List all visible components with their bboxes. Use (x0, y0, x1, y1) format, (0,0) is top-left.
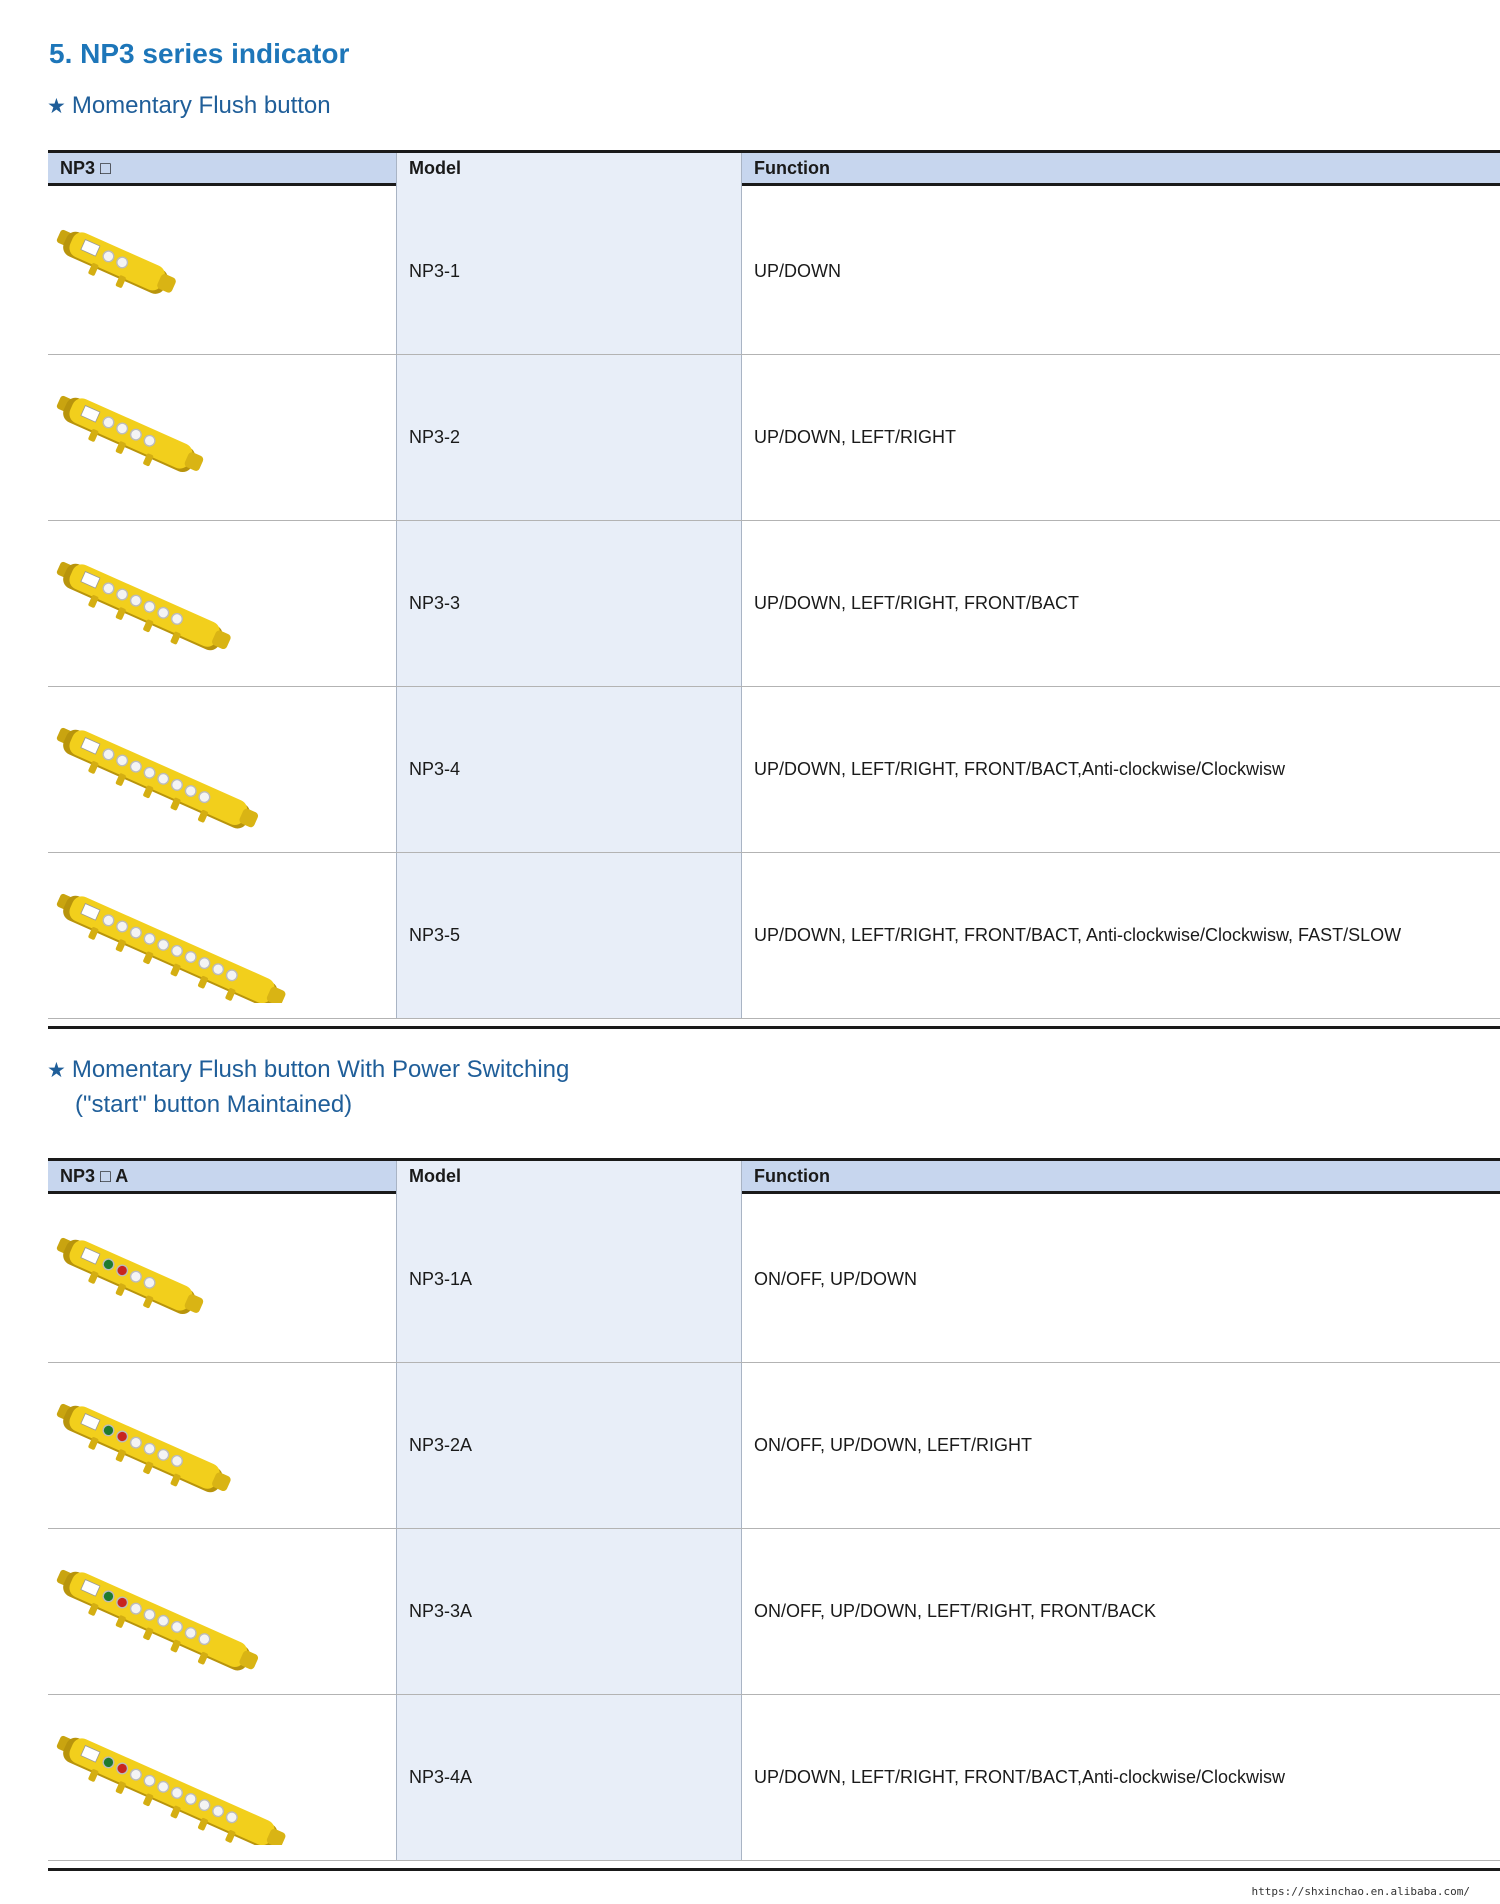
header-cell-type (48, 153, 396, 186)
table-row (48, 1197, 1500, 1363)
function-label: UP/DOWN, LEFT/RIGHT, FRONT/BACT,Anti-clockwise/Clockwisw (754, 1767, 1286, 1787)
function-label: UP/DOWN, LEFT/RIGHT, FRONT/BACT, Anti-clockwise/Clockwisw, FAST/SLOW (754, 925, 1402, 945)
header-model-label: Model (409, 158, 461, 178)
header-type-label: NP3 □ (60, 158, 111, 178)
function-label: UP/DOWN, LEFT/RIGHT, FRONT/BACT,Anti-clockwise/Clockwisw (754, 759, 1286, 779)
table-row (48, 687, 1500, 853)
star-icon: ★ (47, 1059, 66, 1082)
table-row (48, 1695, 1500, 1861)
spec-table-momentary (48, 150, 1500, 1029)
section-heading-text: Momentary Flush button With Power Switching (71, 1056, 570, 1083)
model-label: NP3-1A (409, 1269, 473, 1289)
product-image-cell (48, 1695, 396, 1860)
table-row (48, 1363, 1500, 1529)
function-label: ON/OFF, UP/DOWN, LEFT/RIGHT (754, 1435, 1032, 1455)
model-label: NP3-3 (409, 593, 461, 613)
section-heading-momentary (47, 89, 331, 124)
table-bottom-rule (48, 1019, 1500, 1029)
function-label: UP/DOWN (754, 261, 841, 281)
product-image-cell (48, 521, 396, 686)
table-row (48, 521, 1500, 687)
model-cell (396, 1197, 742, 1362)
model-label: NP3-2A (409, 1435, 473, 1455)
spec-table-power-switching (48, 1158, 1500, 1871)
function-label: UP/DOWN, LEFT/RIGHT, FRONT/BACT (754, 593, 1080, 613)
table-row (48, 853, 1500, 1019)
page-title: 5. NP3 series indicator (49, 38, 350, 69)
table-bottom-rule (48, 1861, 1500, 1871)
table-header (48, 1158, 1500, 1197)
header-cell-function (742, 1161, 1500, 1194)
product-image-cell (48, 355, 396, 520)
model-cell (396, 1695, 742, 1860)
table-header (48, 150, 1500, 189)
function-label: ON/OFF, UP/DOWN, LEFT/RIGHT, FRONT/BACK (754, 1601, 1157, 1621)
header-function-label: Function (754, 158, 830, 178)
model-label: NP3-1 (409, 261, 461, 281)
header-function-label: Function (754, 1166, 830, 1186)
table-row (48, 355, 1500, 521)
function-cell (742, 189, 1500, 354)
model-label: NP3-2 (409, 427, 461, 447)
function-cell (742, 1695, 1500, 1860)
footer-url: https://shxinchao.en.alibaba.com/ (1251, 1885, 1470, 1898)
function-cell (742, 1529, 1500, 1694)
model-label: NP3-4 (409, 759, 461, 779)
table-row (48, 1529, 1500, 1695)
section-heading-text: Momentary Flush button (71, 92, 331, 119)
product-image-cell (48, 189, 396, 354)
product-image-cell (48, 1529, 396, 1694)
header-cell-model (396, 1161, 742, 1197)
header-model-label: Model (409, 1166, 461, 1186)
function-cell (742, 687, 1500, 852)
header-cell-model (396, 153, 742, 189)
product-image-cell (48, 853, 396, 1018)
star-icon: ★ (47, 95, 66, 118)
function-cell (742, 1363, 1500, 1528)
model-cell (396, 853, 742, 1018)
table-row (48, 189, 1500, 355)
model-label: NP3-4A (409, 1767, 473, 1787)
function-label: ON/OFF, UP/DOWN (754, 1269, 917, 1289)
header-type-label: NP3 □ A (60, 1166, 129, 1186)
function-cell (742, 521, 1500, 686)
function-cell (742, 355, 1500, 520)
section-heading-power-switching (47, 1053, 569, 1122)
function-cell (742, 1197, 1500, 1362)
model-cell (396, 1529, 742, 1694)
function-label: UP/DOWN, LEFT/RIGHT (754, 427, 956, 447)
model-cell (396, 189, 742, 354)
header-cell-type (48, 1161, 396, 1194)
model-label: NP3-3A (409, 1601, 473, 1621)
model-cell (396, 687, 742, 852)
product-image-cell (48, 687, 396, 852)
header-cell-function (742, 153, 1500, 186)
function-cell (742, 853, 1500, 1018)
model-cell (396, 1363, 742, 1528)
product-image-cell (48, 1197, 396, 1362)
model-label: NP3-5 (409, 925, 461, 945)
model-cell (396, 355, 742, 520)
product-image-cell (48, 1363, 396, 1528)
section-heading-subtext: ("start" button Maintained) (75, 1091, 353, 1118)
model-cell (396, 521, 742, 686)
